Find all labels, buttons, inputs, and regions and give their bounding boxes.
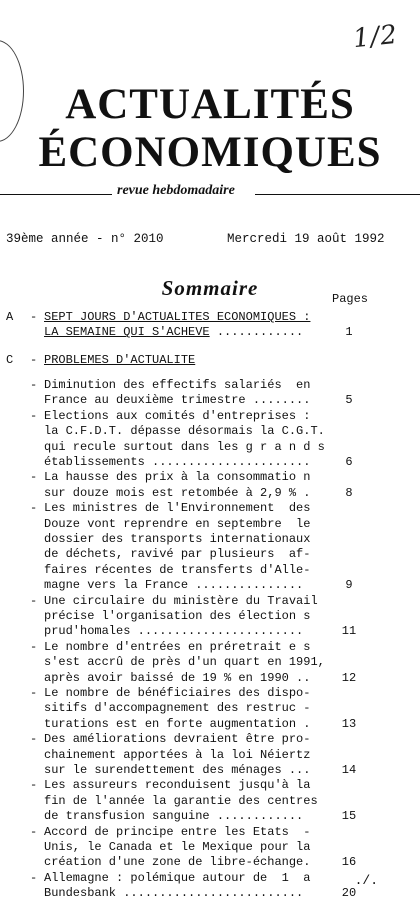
entry-text-line: La hausse des prix à la consommatio n: [44, 470, 311, 485]
sommaire-heading: Sommaire: [161, 276, 259, 300]
entry-text-line: turations est en forte augmentation .: [44, 716, 311, 731]
masthead-title-line2: ÉCONOMIQUES: [38, 129, 382, 176]
page-number: 15: [341, 809, 357, 824]
entry-text-line: Bundesbank .........................: [44, 886, 304, 901]
entry-text-line: Douze vont reprendre en septembre le: [44, 516, 311, 531]
page-number: 14: [341, 763, 357, 777]
masthead-subtitle: revue hebdomadaire: [117, 183, 235, 198]
entry-dash: -: [30, 732, 38, 747]
entry-text-line: sur le surendettement des ménages ...: [44, 763, 311, 777]
entry-text-line: sur douze mois est retombée à 2,9 % .: [44, 485, 311, 500]
entry-text-line: fin de l'année la garantie des centres: [44, 793, 318, 808]
section-dash: -: [30, 310, 38, 324]
entry-text-line: faires récentes de transferts d'Alle-: [44, 562, 311, 577]
section-letter: A: [6, 310, 14, 324]
entry-text-line: magne vers la France ...............: [44, 578, 304, 593]
entry-text-line: sitifs d'accompagnement des restruc -: [44, 701, 311, 716]
entry-text-line: prud'homales .......................: [44, 624, 304, 639]
issue-date: Mercredi 19 août 1992: [227, 232, 385, 246]
entry-text-line: la C.F.D.T. dépasse désormais la C.G.T.: [44, 424, 325, 439]
entry-text-line: après avoir baissé de 19 % en 1990 ..: [44, 670, 311, 685]
entry-dash: -: [30, 408, 38, 423]
entry-text-line: de transfusion sanguine ............: [44, 809, 304, 824]
page-number: 16: [341, 855, 357, 870]
entry-dash: -: [30, 501, 38, 516]
entry-text-line: Unis, le Canada et le Mexique pour la: [44, 840, 311, 854]
page-number: 5: [345, 393, 353, 408]
entry-text-line: chainement apportées à la loi Néiertz: [44, 747, 311, 762]
entry-text-line: de déchets, ravivé par plusieurs af-: [44, 547, 311, 562]
section-title-line: PROBLEMES D'ACTUALITE: [44, 353, 196, 367]
handwritten-mark: 1/2: [351, 19, 400, 55]
entry-dash: -: [30, 686, 38, 700]
page-number: 12: [341, 670, 357, 685]
entry-dash: -: [30, 870, 38, 885]
page-number: 9: [345, 578, 353, 593]
entry-dash: -: [30, 470, 38, 485]
section-letter: C: [6, 353, 14, 367]
page-number: 6: [345, 455, 353, 469]
page-number: 13: [341, 716, 357, 731]
entry-dash: -: [30, 593, 38, 608]
entry-text-line: Allemagne : polémique autour de 1 a: [44, 870, 311, 885]
entry-text-line: France au deuxième trimestre ........: [44, 393, 311, 408]
entry-text-line: Des améliorations devraient être pro-: [44, 732, 311, 747]
page-number: 20: [341, 886, 357, 901]
issue-number: 39ème année - n° 2010: [6, 232, 164, 246]
continuation-mark: ./.: [354, 873, 378, 888]
entry-dash: -: [30, 778, 38, 793]
page-number: 8: [345, 485, 353, 500]
entry-text-line: dossier des transports internationaux: [44, 532, 311, 546]
entry-text-line: qui recule surtout dans les g r a n d s: [44, 439, 325, 454]
page-number: 11: [341, 624, 357, 639]
section-title-line: SEPT JOURS D'ACTUALITES ECONOMIQUES :: [44, 310, 311, 324]
entry-text-line: Le nombre d'entrées en préretrait e s: [44, 639, 311, 654]
entry-text-line: s'est accrû de près d'un quart en 1991,: [44, 655, 325, 670]
entry-text-line: Accord de principe entre les Etats -: [44, 824, 311, 839]
entry-dash: -: [30, 378, 38, 392]
entry-text-line: Les assureurs reconduisent jusqu'à la: [44, 778, 311, 793]
section-title-text: LA SEMAINE QUI S'ACHEVE: [44, 325, 210, 340]
entry-text-line: établissements ......................: [44, 455, 311, 469]
entry-text-line: Elections aux comités d'entreprises :: [44, 408, 311, 423]
entry-text-line: précise l'organisation des élection s: [44, 609, 311, 623]
page-number: 1: [345, 325, 353, 340]
entry-text-line: Les ministres de l'Environnement des: [44, 501, 311, 516]
entry-text-line: Le nombre de bénéficiaires des dispo-: [44, 686, 311, 700]
section-title-line: [44, 325, 303, 340]
masthead-title-line1: ACTUALITÉS: [65, 81, 355, 128]
entry-dash: -: [30, 639, 38, 654]
section-dash: -: [30, 353, 38, 367]
entry-text-line: Une circulaire du ministère du Travail: [44, 593, 318, 608]
entry-dash: -: [30, 824, 38, 839]
entry-text-line: création d'une zone de libre-échange.: [44, 855, 311, 870]
pages-label: Pages: [332, 292, 369, 306]
dot-leader: ............: [209, 325, 304, 340]
entry-text-line: Diminution des effectifs salariés en: [44, 378, 311, 392]
